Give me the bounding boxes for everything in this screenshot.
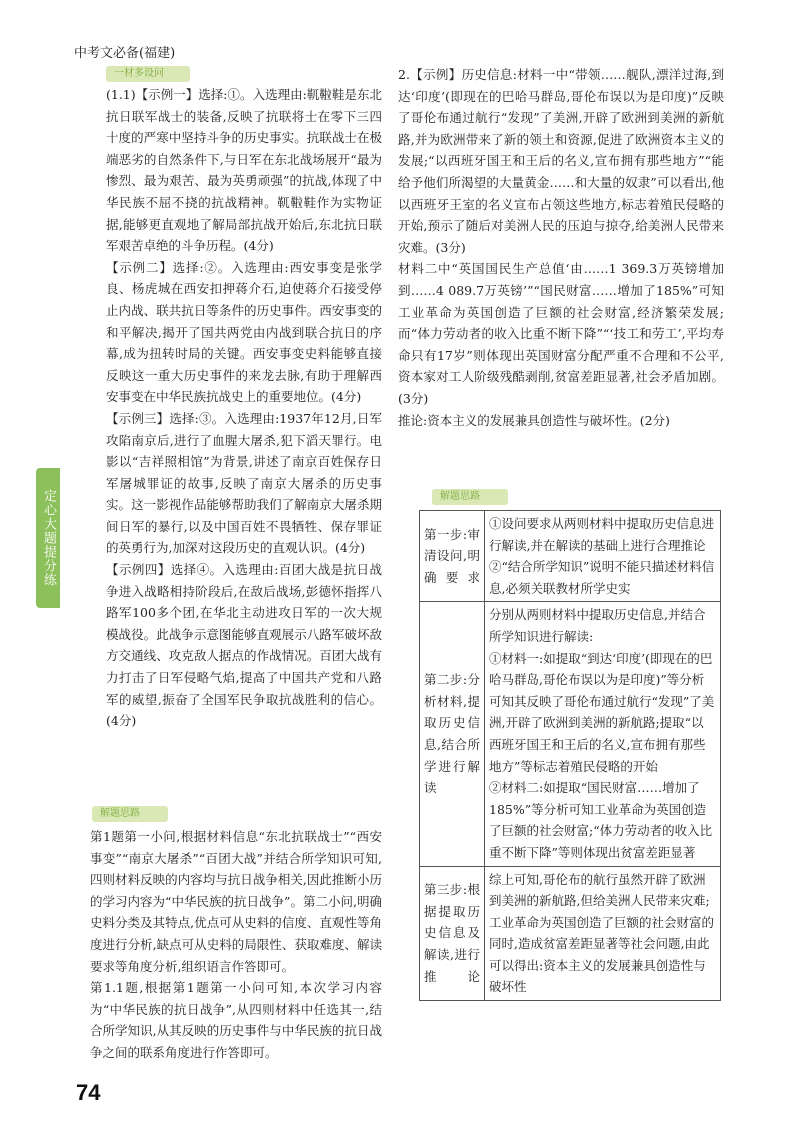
- analysis-tag-left: 解题思路: [92, 806, 168, 822]
- side-section-tab: 定心大题提分练: [36, 468, 60, 608]
- material-tag: 一材多设问: [106, 66, 190, 82]
- step-1-content: ①设问要求从两则材料中提取历史信息进行解读,并在解读的基础上进行合理推论 ②“结合所学知识”说明不能只描述材料信息,必须关联教材所学史实: [485, 511, 721, 602]
- step-3-name: 第三步:根据提取历史信息及解读,进行推论: [420, 866, 485, 1001]
- step-row-3: [420, 866, 721, 1001]
- answer-para-3: 【示例三】选择:③。入选理由:1937年12月,日军攻陷南京后,进行了血腥大屠杀,犯下滔天罪行。电影以“吉祥照相馆”为背景,讲述了南京百姓保存日军屠城罪证的故事,反映了南京大屠杀的历史事实。这一影视作品能够帮助我们了解南京大屠杀期间日军的暴行,以及中国百姓不畏牺牲、保存罪证的英勇行为,加深对这段历史的直观认识。(4分): [106, 410, 382, 556]
- left-column-answers: [106, 84, 382, 732]
- left-column-analysis: [90, 826, 382, 1064]
- page-number: 74: [76, 1080, 101, 1105]
- right-column-answers: [398, 64, 724, 431]
- step-row-2: [420, 602, 721, 866]
- analysis-para-2: 第1.1题,根据第1题第一小问可知,本次学习内容为“中华民族的抗日战争”,从四则材料中任选其一,结合所学知识,从其反映的历史事件与中华民族的抗日战争之间的联系角度进行作答即可。: [90, 980, 382, 1060]
- step-1-name: 第一步:审清设问,明确要求: [420, 511, 485, 602]
- page-header: 中考文必备(福建): [74, 46, 176, 61]
- analysis-tag-right: 解题思路: [432, 489, 508, 505]
- step-3-content: 综上可知,哥伦布的航行虽然开辟了欧洲到美洲的新航路,但给美洲人民带来灾难;工业革命为英国创造了巨额的社会财富的同时,造成贫富差距显著等社会问题,由此可以得出:资本主义的发展兼具创造性与破坏性: [485, 866, 721, 1001]
- step-row-1: [420, 511, 721, 602]
- analysis-para-1: 第1题第一小问,根据材料信息“东北抗联战士”“西安事变”“南京大屠杀”“百团大战”并结合所学知识可知,四则材料反映的内容均与抗日战争相关,因此推断小历的学习内容为“中华民族的抗日战争”。第二小问,明确史料分类及其特点,优点可从史料的信度、直观性等角度进行分析,缺点可从史料的局限性、获取难度、解读要求等角度分析,组织语言作答即可。: [90, 829, 382, 974]
- right-para-2: 材料二中“英国国民生产总值‘由……1 369.3万英镑增加到……4 089.7万英镑’”“国民财富……增加了185%”可知工业革命为英国创造了巨额的社会财富,经济繁荣发展;而“体力劳动者的收入比重不断下降”“‘技工和劳工’,平均寿命只有17岁”则体现出英国财富分配严重不合理和不公平,资本家对工人阶级残酷剥削,贫富差距显著,社会矛盾加剧。(3分): [398, 261, 724, 406]
- answer-para-2: 【示例二】选择:②。入选理由:西安事变是张学良、杨虎城在西安扣押蒋介石,迫使蒋介石接受停止内战、联共抗日等条件的历史事件。西安事变的和平解决,揭开了国共两党由内战到联合抗日的序幕,成为扭转时局的关键。西安事变史料能够直接反映这一重大历史事件的来龙去脉,有助于理解西安事变在中华民族抗战史上的重要地位。(4分): [106, 259, 382, 405]
- answer-para-1: (1.1)【示例一】选择:①。入选理由:靰鞡鞋是东北抗日联军战士的装备,反映了抗联将士在零下三四十度的严寒中坚持斗争的历史事实。抗联战士在极端恶劣的自然条件下,与日军在东北战场展开“最为惨烈、最为艰苦、最为英勇顽强”的抗战,体现了中华民族不屈不挠的抗战精神。靰鞡鞋作为实物证据,能够更直观地了解局部抗战开始后,东北抗日联军艰苦卓绝的斗争历程。(4分): [106, 87, 382, 254]
- steps-table: [419, 510, 721, 1001]
- step-2-content: 分别从两则材料中提取历史信息,并结合所学知识进行解读: ①材料一:如提取“到达‘印度’(即现在的巴哈马群岛,哥伦布误以为是印度)”等分析可知其反映了哥伦布通过航行“发现”了美洲,开辟了欧洲到美洲的新航路;提取“以西班牙国王和王后的名义,宣布拥有那些地方”等标志着殖民侵略的开始 ②材料二:如提取“国民财富……增加了185%”等分析可知工业革命为英国创造了巨额的社会财富;“体力劳动者的收入比重不断下降”等则体现出贫富差距显著: [485, 602, 721, 866]
- right-para-3: 推论:资本主义的发展兼具创造性与破坏性。(2分): [398, 412, 670, 428]
- answer-para-4: 【示例四】选择④。入选理由:百团大战是抗日战争进入战略相持阶段后,在敌后战场,彭德怀指挥八路军100多个团,在华北主动进攻日军的一次大规模战役。此战争示意图能够直观展示八路军破坏敌方交通线、攻克敌人据点的作战情况。百团大战有力打击了日军侵略气焰,提高了中国共产党和八路军的威望,振奋了全国军民争取抗战胜利的信心。(4分): [106, 562, 382, 729]
- right-para-1: 2.【示例】历史信息:材料一中“带领……舰队,漂洋过海,到达‘印度’(即现在的巴哈马群岛,哥伦布误以为是印度)”反映了哥伦布通过航行“发现”了美洲,开辟了欧洲到美洲的新航路,并为欧洲带来了新的领土和资源,促进了欧洲资本主义的发展;“以西班牙国王和王后的名义,宣布拥有那些地方”“能给予他们所渴望的大量黄金……和大量的奴隶”可以看出,他以西班牙王室的名义宣布占领这些地方,标志着殖民侵略的开始,预示了随后对美洲人民的压迫与掠夺,给美洲人民带来灾难。(3分): [398, 67, 724, 255]
- step-2-name: 第二步:分析材料,提取历史信息,结合所学进行解读: [420, 602, 485, 866]
